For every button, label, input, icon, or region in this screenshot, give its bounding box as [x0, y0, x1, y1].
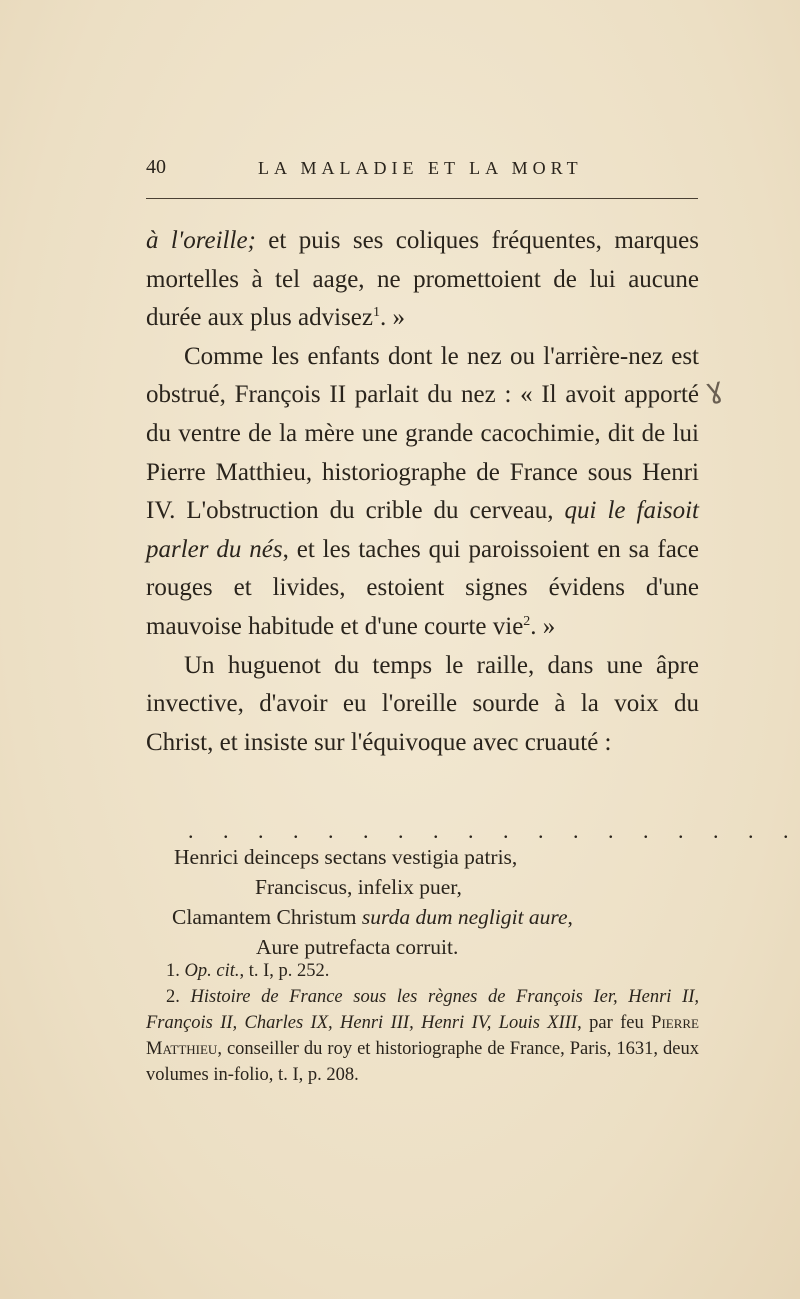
running-title: LA MALADIE ET LA MORT — [258, 158, 583, 178]
paragraph-3: Un huguenot du temps le raille, dans une âpre invective, d'avoir eu l'oreille sourde à la voix du Christ, et insiste sur l'équivoque avec cruauté : — [146, 651, 699, 756]
page-header — [146, 156, 698, 186]
footnote-ref-2[interactable]: 2 — [523, 613, 531, 629]
p2-italic: qui le faisoit parler du nés — [146, 497, 700, 563]
footnote-ref-1[interactable]: 1 — [373, 305, 381, 321]
page-number: 40 — [146, 156, 166, 178]
poem-line-2: Franciscus, infelix puer, — [255, 875, 462, 899]
footnote-2-author: Pierre Matthieu — [146, 1013, 699, 1059]
footnote-1 — [146, 958, 699, 984]
poem-line-3-italic: surda dum negligit aure — [361, 905, 568, 929]
poem-line-3a: Clamantem Christum — [172, 905, 362, 929]
footnote-2-mid: , par feu — [577, 1013, 652, 1033]
latin-poem — [146, 842, 699, 962]
p1-text: et puis ses coliques fréquentes, marques mortelles à tel aage, ne promettoient de lui aucune durée aux plus advisez — [146, 227, 700, 332]
p1-end: . » — [380, 304, 406, 332]
poem-line-4: Aure putrefacta corruit. — [256, 935, 459, 959]
footnote-2 — [146, 984, 699, 1088]
paragraph-2 — [146, 338, 699, 647]
footnote-1-rest: , t. I, p. 252. — [239, 961, 330, 981]
p2-text-c: , et les taches qui paroissoient en sa face rouges et livides, estoient signes évidens d'une mauvoise habitude et d'une courte vie — [146, 535, 700, 640]
p1-italic: à l'oreille; — [146, 227, 256, 254]
footnotes — [146, 958, 699, 1088]
body-text — [146, 222, 699, 762]
p2-end: . » — [530, 612, 556, 640]
footnote-1-number: 1. — [166, 961, 185, 981]
footnote-2-number: 2. — [166, 987, 191, 1007]
footnote-1-ref: Op. cit. — [184, 961, 240, 981]
header-rule — [146, 198, 698, 199]
poem-line-3 — [146, 902, 699, 932]
ellipsis-dots: . . . . . . . . . . . . . . . . . . — [188, 818, 800, 843]
paragraph-1 — [146, 222, 699, 338]
p2-text-a: Comme les enfants dont le nez ou l'arrière-nez est obstrué, François II parlait du nez : « Il avoit apporté du ventre de la mère une grande cacochimie, dit de lui Pierre Matthieu, historiographe de France sous Henri IV. L'obstruction du crible du cerveau, — [146, 342, 699, 525]
margin-annotation-mark: ɣ — [702, 370, 726, 407]
footnote-2-rest: , conseiller du roy et historiographe de France, Paris, 1631, deux volumes in-folio, t. I, p. 208. — [146, 1039, 699, 1085]
footnote-2-title: Histoire de France sous les règnes de François Ier, Henri II, François II, Charles IX, Henri III, Henri IV, Louis XIII — [146, 987, 700, 1033]
poem-line-3c: , — [567, 905, 573, 929]
poem-line-1: Henrici deinceps sectans vestigia patris, — [174, 845, 518, 869]
